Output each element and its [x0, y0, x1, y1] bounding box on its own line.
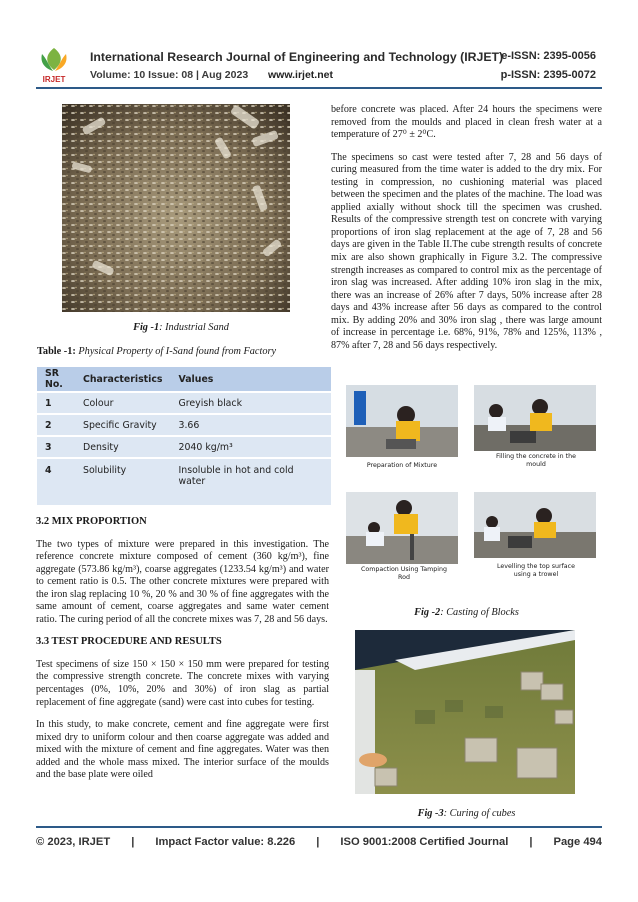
panel-label: Filling the concrete in the mould [496, 453, 576, 468]
iso-certification: ISO 9001:2008 Certified Journal [340, 836, 509, 848]
footer-separator: | [316, 836, 320, 848]
table-row [37, 458, 331, 506]
casting-panel-photo [474, 492, 596, 558]
page-number: Page 494 [553, 836, 602, 848]
right-column-text [331, 104, 602, 362]
footer-separator: | [131, 836, 135, 848]
table-cell: 2 [37, 414, 75, 436]
paragraph: before concrete was placed. After 24 hours the specimens were removed from the moulds and placed in clean fresh water at a temperature of 27⁰ ± 2⁰C. [331, 104, 602, 141]
physical-property-table [37, 367, 331, 507]
page-footer [36, 836, 602, 848]
journal-title: International Research Journal of Engineering and Technology (IRJET) [90, 50, 504, 64]
panel-label: Compaction Using Tamping Rod [361, 566, 447, 581]
fig3-caption: Fig -3: Curing of cubes [417, 808, 516, 819]
fig1-caption: Fig -1: Industrial Sand [133, 322, 229, 333]
table-cell: Colour [75, 392, 170, 414]
casting-panel-photo [346, 385, 458, 457]
table-cell: Insoluble in hot and cold water [170, 458, 331, 506]
table-cell: 3 [37, 436, 75, 458]
paragraph: In this study, to make concrete, cement and fine aggregate were first mixed dry to uniform colour and then coarse aggregate was added and mixed with the mixture of cement and fine aggregates. Water was then added and the whole mass mixed. The interior surface of the moulds and the base plate were oiled [36, 719, 329, 781]
footer-rule [36, 826, 602, 828]
header-rule [36, 87, 602, 89]
table-header-cell: Values [170, 367, 331, 392]
table-cell: 4 [37, 458, 75, 506]
table-cell: Specific Gravity [75, 414, 170, 436]
industrial-sand-photo [62, 104, 290, 312]
casting-panel-photo [474, 385, 596, 451]
volume-issue: Volume: 10 Issue: 08 | Aug 2023 [90, 69, 249, 81]
svg-text:IRJET: IRJET [42, 75, 66, 84]
panel-label: Preparation of Mixture [366, 462, 438, 469]
table-cell: 1 [37, 392, 75, 414]
impact-factor: Impact Factor value: 8.226 [155, 836, 296, 848]
left-column-text [36, 516, 329, 792]
table-cell: Density [75, 436, 170, 458]
paragraph: The two types of mixture were prepared in this investigation. The reference concrete mixture composed of cement (360 kg/m³), fine aggregate (573.86 kg/m³), coarse aggregates (1233.54 kg/m³) and water to cement ratio is 0.5. The other concrete mixtures were prepared with the iron slag replacing 10 %, 20 % and 30 % of fine aggregates with the same amount of cement, coarse aggregates and same water cement ratio. The curing period of all the concrete mixes was 7, 28 and 56 days. [36, 538, 329, 625]
panel-label: Levelling the top surface using a trowel [496, 563, 576, 578]
eissn: e-ISSN: 2395-0056 [501, 50, 596, 62]
table-header-row [37, 367, 331, 392]
paragraph: Test specimens of size 150 × 150 × 150 mm were prepared for testing the compressive strength concrete. The concrete mixes with varying percentages (0%, 10%, 20% and 30%) of iron slag as partial replacement of fine aggregate (sand) were cast into cubes for testing. [36, 658, 329, 708]
paragraph: The specimens so cast were tested after 7, 28 and 56 days of curing measured from the time water is added to the dry mix. For testing in compression, no cushioning material was placed between the specimen and the plates of the machine. The load was applied axially without shock till the specimen was crushed. Results of the compressive strength test on concrete with varying proportions of iron slag replacement at the age of 7, 28 and 56 days are given in the Table II.The cube strength results of concrete mix are also shown graphically in Figure 3.2. The compressive strength increases as compared to control mix as the percentage of iron slag was increased. After adding 10% iron slag in the mix, there was an increase of 26% after 7 days, 50% increase after 28 days and 43% increase after 56 days as compared to the control mix. By adding 20% and 30% iron slag , there was large amount of increase in percentage i.e. 68%, 91%, 78% and 125%, 113% , 87% after 7, 28 and 56 days respectively. [331, 151, 602, 351]
curing-tank-photo [355, 630, 575, 794]
table-row [37, 436, 331, 458]
table-cell: 3.66 [170, 414, 331, 436]
irjet-logo [36, 44, 72, 84]
table-header-cell: SR No. [37, 367, 75, 392]
table-row [37, 392, 331, 414]
table-header-cell: Characteristics [75, 367, 170, 392]
copyright: © 2023, IRJET [36, 836, 111, 848]
footer-separator: | [529, 836, 533, 848]
section-heading: 3.3 TEST PROCEDURE AND RESULTS [36, 636, 222, 648]
table1-caption: Table -1: Physical Property of I-Sand found from Factory [37, 346, 277, 357]
pissn: p-ISSN: 2395-0072 [500, 69, 596, 81]
journal-url[interactable]: www.irjet.net [268, 69, 333, 81]
table-cell: Greyish black [170, 392, 331, 414]
fig2-caption: Fig -2: Casting of Blocks [414, 607, 519, 618]
table-row [37, 414, 331, 436]
table-cell: Solubility [75, 458, 170, 506]
casting-panel-photo [346, 492, 458, 564]
table-cell: 2040 kg/m³ [170, 436, 331, 458]
section-heading: 3.2 MIX PROPORTION [36, 516, 147, 527]
